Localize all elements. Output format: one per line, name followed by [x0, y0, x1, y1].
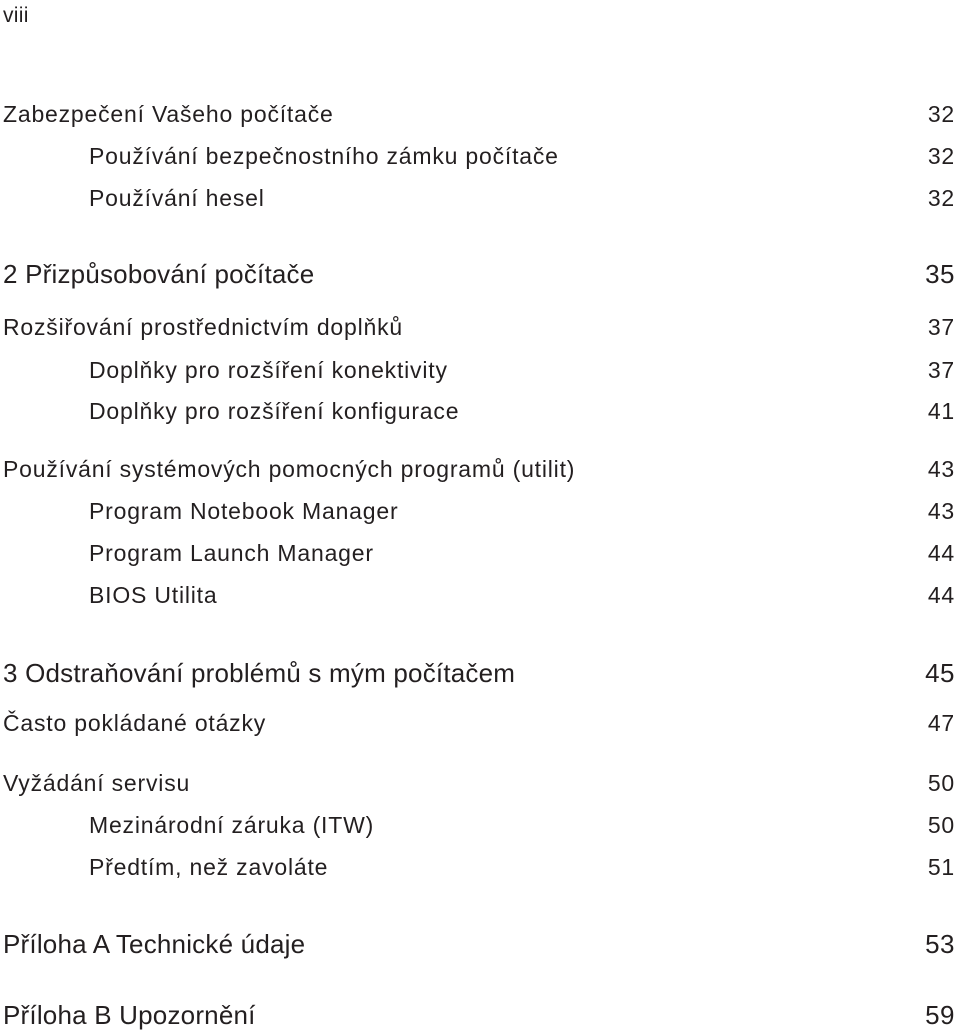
toc-entry-page: 32	[927, 101, 955, 127]
toc-entry[interactable]	[3, 853, 955, 881]
toc-entry[interactable]	[3, 397, 955, 425]
toc-entry-page: 32	[927, 143, 955, 169]
toc-entry[interactable]	[3, 709, 955, 737]
toc-entry[interactable]	[3, 455, 955, 483]
toc-entry[interactable]	[3, 313, 955, 341]
toc-entry[interactable]	[3, 142, 955, 170]
toc-entry-title: Doplňky pro rozšíření konektivity	[89, 357, 448, 383]
toc-entry[interactable]	[3, 356, 955, 384]
toc-entry-page: 50	[927, 812, 955, 838]
toc-entry-page: 43	[927, 498, 955, 524]
toc-entry[interactable]	[3, 581, 955, 609]
toc-entry[interactable]	[3, 769, 955, 797]
toc-entry-title: Často pokládané otázky	[3, 710, 267, 736]
toc-entry-page: 50	[927, 770, 955, 796]
toc-entry-page: 53	[925, 929, 955, 959]
toc-entry-title: Zabezpečení Vašeho počítače	[3, 101, 334, 127]
toc-entry-page: 43	[927, 456, 955, 482]
toc-entry[interactable]	[3, 657, 955, 689]
toc-entry[interactable]	[3, 539, 955, 567]
toc-entry[interactable]	[3, 928, 955, 960]
toc-entry-title: Používání bezpečnostního zámku počítače	[89, 143, 559, 169]
toc-entry-title: Předtím, než zavoláte	[89, 854, 329, 880]
toc-entry-page: 51	[927, 854, 955, 880]
toc-entry-title: Rozšiřování prostřednictvím doplňků	[3, 314, 403, 340]
toc-entry-title: Vyžádání servisu	[3, 770, 191, 796]
page-number: viii	[3, 4, 29, 27]
toc-entry-title: Příloha A Technické údaje	[3, 929, 306, 959]
toc-entry-page: 44	[927, 582, 955, 608]
toc-entry[interactable]	[3, 258, 955, 290]
toc-entry-title: Používání hesel	[89, 185, 265, 211]
toc-entry[interactable]	[3, 100, 955, 128]
toc-entry[interactable]	[3, 184, 955, 212]
toc-entry-title: 3 Odstraňování problémů s mým počítačem	[3, 658, 516, 688]
toc-entry-page: 59	[925, 1000, 955, 1030]
toc-entry-title: Příloha B Upozornění	[3, 1000, 256, 1030]
toc-entry-title: Používání systémových pomocných programů (utilit)	[3, 456, 576, 482]
toc-entry[interactable]	[3, 811, 955, 839]
toc-entry-title: Program Notebook Manager	[89, 498, 399, 524]
toc-entry-title: BIOS Utilita	[89, 582, 218, 608]
toc-entry-title: Mezinárodní záruka (ITW)	[89, 812, 375, 838]
toc-entry-title: 2 Přizpůsobování počítače	[3, 259, 315, 289]
toc-entry-page: 37	[927, 314, 955, 340]
toc-entry-title: Doplňky pro rozšíření konfigurace	[89, 398, 460, 424]
toc-entry[interactable]	[3, 497, 955, 525]
toc-entry-page: 37	[927, 357, 955, 383]
toc-entry[interactable]	[3, 999, 955, 1031]
toc-entry-page: 32	[927, 185, 955, 211]
toc-entry-title: Program Launch Manager	[89, 540, 374, 566]
toc-entry-page: 47	[927, 710, 955, 736]
toc-entry-page: 41	[927, 398, 955, 424]
toc-entry-page: 44	[927, 540, 955, 566]
toc-entry-page: 45	[925, 658, 955, 688]
toc-entry-page: 35	[925, 259, 955, 289]
